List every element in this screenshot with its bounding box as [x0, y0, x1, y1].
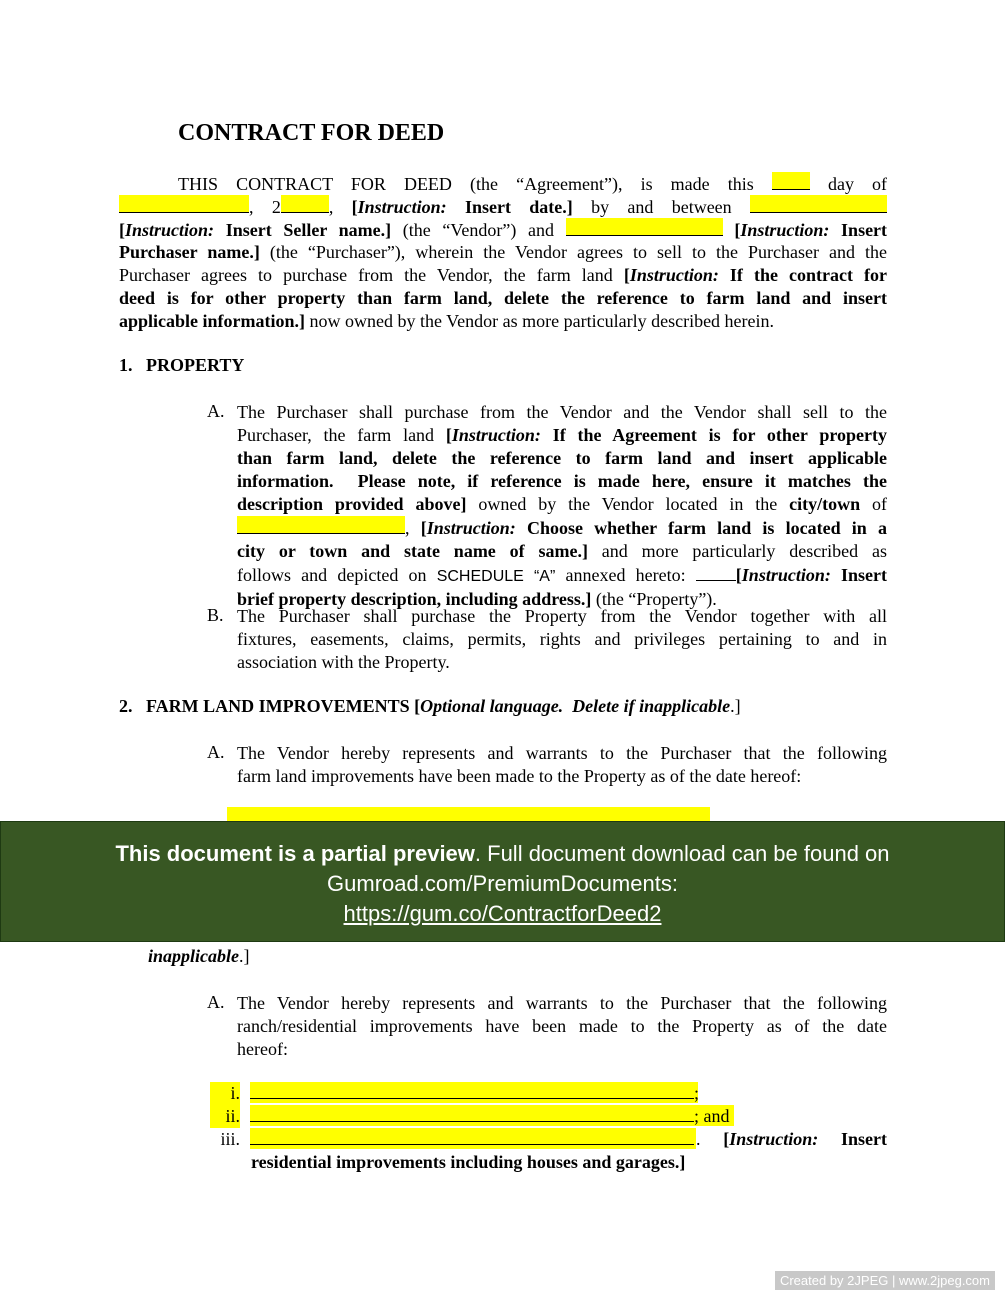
intro-line-6: deed is for other property than farm land, delete the reference to farm land and insert	[119, 288, 887, 308]
download-link[interactable]: https://gum.co/ContractforDeed2	[343, 901, 662, 926]
intro-line-7: applicable information.] now owned by the Vendor as more particularly described herein.	[119, 311, 775, 331]
section-3-heading-tail: inapplicable.]	[148, 946, 250, 966]
description-blank[interactable]	[696, 563, 736, 581]
section-1-b-text: The Purchaser shall purchase the Property from the Vendor together with all fixtures, easements, claims, permits, rights and privileges pertaining to and in association with the Property.	[237, 606, 887, 672]
section-1-a-text: The Purchaser shall purchase from the Vendor and the Vendor shall sell to the Purchaser, the farm land [Instruction: If the Agreement is for other property than farm land, delete the reference to farm land and insert applicable information. Please note, if reference is made here, ensure it matches the description provided above] owned by the Vendor located in the city/town of , [Instruction: Choose whether farm land is located in a city or town and state name of same.] and more particularly described as follows and depicted on SCHEDULE “A” annexed hereto: [Instruction: Insert brief property description, including address.] (the “Property”).	[237, 402, 888, 609]
residential-blank-3[interactable]	[250, 1128, 694, 1145]
footer-watermark: Created by 2JPEG | www.2jpeg.com	[775, 1271, 995, 1290]
residential-instruction-start: . [Instruction: Insert	[696, 1129, 888, 1149]
intro-line-4: Purchaser name.] (the “Purchaser”), wherein the Vendor agrees to sell to the Purchaser and the	[119, 242, 887, 262]
intro-line-2: , 2 , [Instruction: Insert date.] by and between	[119, 195, 887, 219]
month-blank[interactable]	[119, 195, 249, 213]
day-blank[interactable]	[772, 172, 810, 190]
section-3-a-text: The Vendor hereby represents and warrants to the Purchaser that the following ranch/residential improvements have been made to the Property as of the date hereof:	[237, 993, 887, 1059]
section-2-heading: 2. FARM LAND IMPROVEMENTS [Optional language. Delete if inapplicable.]	[119, 696, 741, 716]
intro-line-1: THIS CONTRACT FOR DEED (the “Agreement”), is made this day of	[178, 174, 888, 194]
preview-banner	[0, 821, 1005, 942]
section-3-a-marker: A.	[207, 992, 225, 1012]
section-2-a-marker: A.	[207, 742, 225, 762]
year-blank[interactable]	[281, 195, 329, 213]
section-1-b-marker: B.	[207, 605, 224, 625]
vendor-blank[interactable]	[750, 195, 887, 213]
city-blank[interactable]	[237, 516, 405, 534]
purchaser-blank[interactable]	[566, 218, 723, 236]
residential-instruction-end: residential improvements including houses and garages.]	[251, 1152, 686, 1172]
intro-line-5: Purchaser agrees to purchase from the Vendor, the farm land [Instruction: If the contract for	[119, 265, 888, 285]
residential-blank-2[interactable]	[250, 1105, 694, 1122]
section-1-heading: 1. PROPERTY	[119, 355, 245, 375]
intro-line-3: [Instruction: Insert Seller name.] (the “Vendor”) and [Instruction: Insert	[119, 220, 888, 240]
section-2-a-text: The Vendor hereby represents and warrants to the Purchaser that the following farm land improvements have been made to the Property as of the date hereof:	[237, 743, 887, 786]
banner-line-2: Gumroad.com/PremiumDocuments:	[327, 871, 678, 896]
document-title: CONTRACT FOR DEED	[178, 120, 445, 146]
residential-blank-1[interactable]	[250, 1082, 694, 1099]
section-1-a-marker: A.	[207, 401, 225, 421]
farm-improvement-blank-1[interactable]	[227, 807, 710, 822]
banner-line-1: This document is a partial preview. Full document download can be found on	[115, 841, 890, 866]
